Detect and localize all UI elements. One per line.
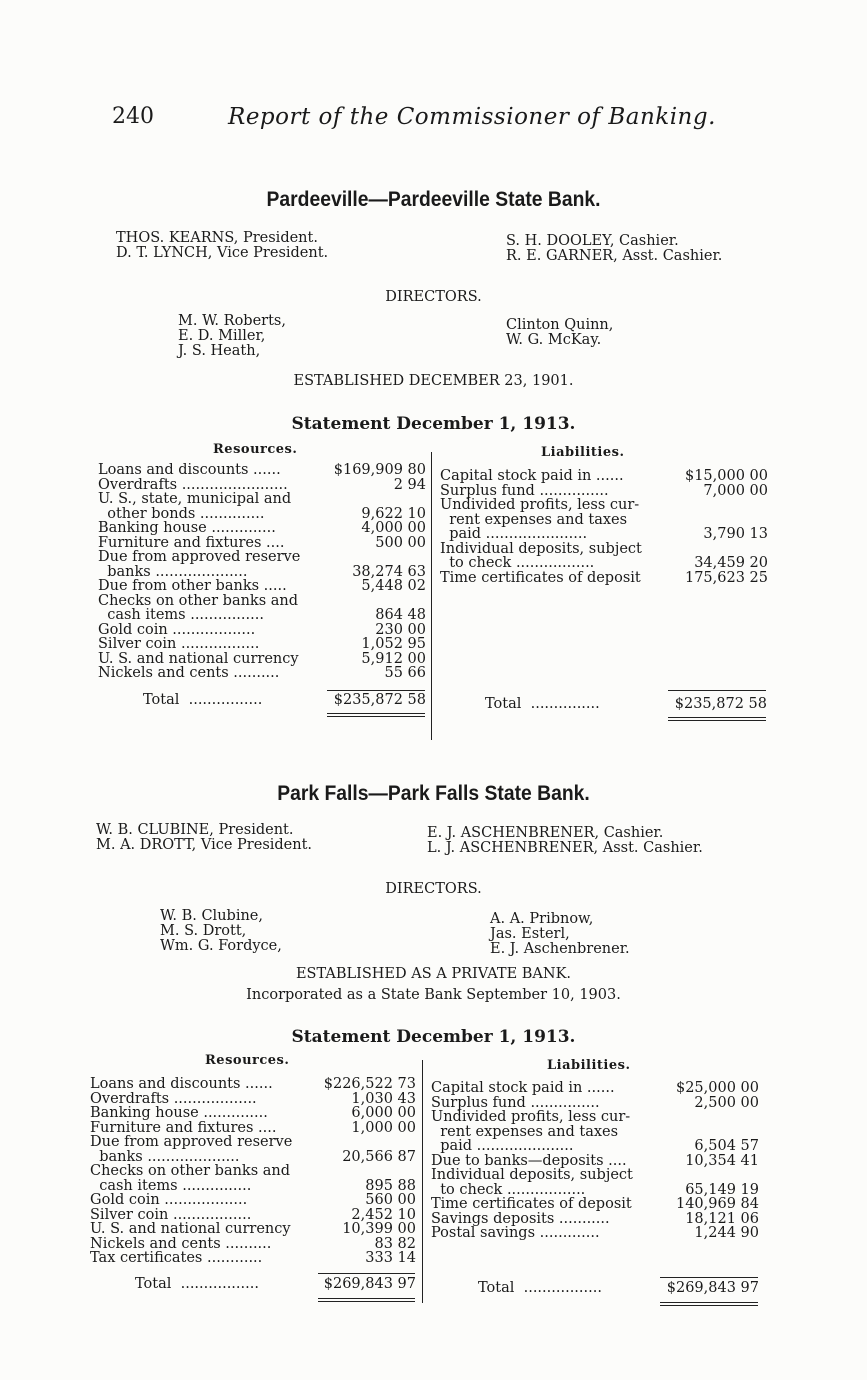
ledger-label: Overdrafts .......................	[98, 476, 288, 493]
ledger-row	[440, 498, 768, 513]
ledger-label: Individual deposits, subject	[440, 540, 642, 557]
director: M. W. Roberts,	[178, 313, 286, 329]
ledger-amount: $226,522 73	[323, 1076, 416, 1092]
ledger-amount: 34,459 20	[694, 555, 768, 571]
ledger-amount: 5,448 02	[361, 578, 426, 594]
ledger-row	[90, 1179, 416, 1194]
director: Clinton Quinn,	[506, 317, 614, 333]
ledger-label: Overdrafts ..................	[90, 1090, 257, 1107]
ledger-row	[98, 594, 426, 609]
ledger-label: Gold coin ..................	[90, 1192, 248, 1208]
officer: E. J. ASCHENBRENER, Cashier.	[427, 825, 664, 841]
ledger-label: Checks on other banks and	[98, 592, 299, 609]
statement-heading: Statement December 1, 1913.	[291, 1027, 576, 1047]
ledger-row	[440, 556, 768, 571]
ledger-row	[431, 1154, 759, 1169]
established-line: ESTABLISHED DECEMBER 23, 1901.	[293, 373, 574, 389]
ledger-amount: 2,452 10	[351, 1206, 416, 1223]
ledger-row	[98, 463, 426, 478]
ledger-row	[98, 623, 426, 638]
resources-total-row	[135, 1277, 416, 1292]
officer: D. T. LYNCH, Vice President.	[116, 245, 329, 261]
ledger-amount: $25,000 00	[675, 1080, 759, 1096]
incorporated-line: Incorporated as a State Bank September 10, 1903.	[246, 987, 621, 1003]
total-label: Total .................	[135, 1276, 259, 1292]
officers-right	[427, 826, 703, 856]
resources-heading: Resources.	[205, 1053, 290, 1068]
resources-total-row	[143, 693, 426, 708]
ledger-row	[98, 521, 426, 536]
double-rule	[668, 717, 766, 721]
ledger-row	[431, 1212, 759, 1227]
ledger-row	[90, 1077, 416, 1092]
officer: R. E. GARNER, Asst. Cashier.	[506, 248, 723, 264]
ledger-amount: 2,500 00	[694, 1094, 759, 1111]
officer: S. H. DOOLEY, Cashier.	[506, 233, 679, 249]
ledger-label: rent expenses and taxes	[431, 1123, 619, 1140]
ledger-label: Savings deposits ...........	[431, 1210, 610, 1227]
ledger-label: Gold coin ..................	[98, 621, 256, 638]
ledger-row	[90, 1208, 416, 1223]
ledger-label: Silver coin .................	[90, 1206, 252, 1223]
directors-right	[490, 912, 630, 957]
ledger-amount: 6,000 00	[351, 1105, 416, 1121]
ledger-row	[98, 492, 426, 507]
ledger-label: Loans and discounts ......	[98, 462, 281, 478]
total-rule	[327, 690, 425, 691]
ledger-amount: 2 94	[393, 476, 426, 493]
officers-left	[96, 823, 312, 853]
ledger-label: Undivided profits, less cur-	[440, 497, 640, 513]
ledger-label: Banking house ..............	[98, 520, 276, 536]
established-line: ESTABLISHED AS A PRIVATE BANK.	[295, 966, 572, 982]
double-rule	[327, 713, 425, 717]
ledger-row	[440, 542, 768, 557]
ledger-label: Undivided profits, less cur-	[431, 1109, 631, 1125]
statement-heading: Statement December 1, 1913.	[291, 414, 576, 434]
ledger-amount: 1,052 95	[361, 636, 426, 652]
director: Wm. G. Fordyce,	[160, 938, 282, 954]
ledger-amount: 10,354 41	[685, 1152, 759, 1169]
ledger-label: Tax certificates ............	[90, 1250, 263, 1266]
ledger-row	[90, 1135, 416, 1150]
ledger-label: Banking house ..............	[90, 1105, 268, 1121]
ledger-label: Capital stock paid in ......	[440, 468, 624, 484]
ledger-amount: 140,969 84	[675, 1196, 759, 1212]
ledger-label: Due to banks—deposits ....	[431, 1152, 627, 1169]
ledger-label: Due from other banks .....	[98, 578, 287, 594]
total-amount: $269,843 97	[323, 1276, 416, 1292]
ledger-amount: 230 00	[375, 621, 426, 638]
ledger-row	[98, 478, 426, 493]
ledger-label: Surplus fund ...............	[431, 1094, 600, 1111]
ledger-row	[90, 1251, 416, 1266]
liabilities-list	[431, 1081, 759, 1241]
total-rule	[318, 1273, 415, 1274]
bank-title: Park Falls—Park Falls State Bank.	[277, 782, 590, 805]
ledger-amount: 4,000 00	[361, 520, 426, 536]
ledger-row	[431, 1226, 759, 1241]
ledger-row	[98, 637, 426, 652]
ledger-amount: 864 48	[375, 607, 426, 623]
ledger-row	[90, 1106, 416, 1121]
total-amount: $235,872 58	[674, 696, 767, 712]
resources-heading: Resources.	[213, 442, 298, 457]
column-divider	[422, 1060, 423, 1303]
director: A. A. Pribnow,	[490, 911, 594, 927]
ledger-label: Time certificates of deposit	[431, 1196, 632, 1212]
ledger-row	[431, 1139, 759, 1154]
ledger-amount: 1,000 00	[351, 1119, 416, 1136]
ledger-row	[90, 1222, 416, 1237]
ledger-amount: $169,909 80	[333, 462, 426, 478]
director: Jas. Esterl,	[490, 926, 570, 942]
ledger-row	[98, 536, 426, 551]
ledger-amount: 9,622 10	[361, 505, 426, 522]
ledger-label: Due from approved reserve	[98, 549, 301, 565]
ledger-amount: 18,121 06	[685, 1210, 759, 1227]
ledger-row	[98, 565, 426, 580]
ledger-label: U. S. and national currency	[90, 1221, 291, 1237]
ledger-amount: 7,000 00	[703, 482, 768, 499]
resources-list	[98, 463, 426, 681]
ledger-row	[98, 652, 426, 667]
total-label: Total ................	[143, 692, 263, 708]
ledger-amount: 1,244 90	[694, 1225, 759, 1241]
ledger-label: Silver coin .................	[98, 636, 260, 652]
ledger-label: other bonds ..............	[98, 505, 265, 522]
ledger-label: U. S., state, municipal and	[98, 491, 292, 507]
ledger-row	[98, 608, 426, 623]
ledger-amount: 500 00	[375, 534, 426, 551]
officer: L. J. ASCHENBRENER, Asst. Cashier.	[427, 840, 703, 856]
ledger-amount: 65,149 19	[685, 1181, 759, 1198]
ledger-label: Checks on other banks and	[90, 1163, 291, 1179]
director: W. B. Clubine,	[160, 908, 263, 924]
running-title: Report of the Commissioner of Banking.	[228, 104, 716, 130]
ledger-label: banks ....................	[98, 563, 248, 580]
ledger-amount: 5,912 00	[361, 650, 426, 667]
ledger-row	[431, 1096, 759, 1111]
ledger-label: Individual deposits, subject	[431, 1167, 633, 1183]
directors-left	[160, 909, 282, 954]
total-amount: $269,843 97	[666, 1280, 759, 1296]
ledger-row	[440, 527, 768, 542]
ledger-row	[90, 1150, 416, 1165]
ledger-row	[431, 1110, 759, 1125]
ledger-label: Nickels and cents ..........	[98, 665, 280, 681]
total-amount: $235,872 58	[333, 692, 426, 708]
ledger-row	[440, 513, 768, 528]
ledger-amount: 10,399 00	[342, 1221, 416, 1237]
directors-heading: DIRECTORS.	[385, 881, 482, 897]
ledger-row	[440, 484, 768, 499]
ledger-row	[440, 571, 768, 586]
officer: W. B. CLUBINE, President.	[96, 822, 294, 838]
ledger-label: cash items ................	[98, 607, 264, 623]
director: W. G. McKay.	[506, 332, 602, 348]
officer: THOS. KEARNS, President.	[116, 230, 318, 246]
ledger-row	[431, 1125, 759, 1140]
ledger-label: Furniture and fixtures ....	[98, 534, 285, 551]
ledger-row	[431, 1183, 759, 1198]
ledger-amount: 333 14	[365, 1250, 416, 1266]
ledger-row	[90, 1237, 416, 1252]
director: E. D. Miller,	[178, 328, 266, 344]
ledger-label: Furniture and fixtures ....	[90, 1119, 277, 1136]
ledger-label: Time certificates of deposit	[440, 569, 641, 586]
ledger-amount: 895 88	[365, 1177, 416, 1194]
ledger-label: cash items ...............	[90, 1177, 252, 1194]
ledger-label: banks ....................	[90, 1148, 240, 1165]
page-number: 240	[112, 104, 154, 129]
ledger-label: U. S. and national currency	[98, 650, 299, 667]
ledger-row	[98, 666, 426, 681]
liabilities-heading: Liabilities.	[541, 445, 625, 460]
ledger-amount: 83 82	[374, 1235, 416, 1252]
ledger-row	[90, 1092, 416, 1107]
ledger-label: Loans and discounts ......	[90, 1076, 273, 1092]
directors-left	[178, 314, 286, 359]
total-rule	[660, 1277, 758, 1278]
director: M. S. Drott,	[160, 923, 247, 939]
double-rule	[318, 1298, 415, 1302]
ledger-label: paid .....................	[431, 1138, 574, 1154]
officers-left	[116, 231, 328, 261]
director: J. S. Heath,	[178, 343, 261, 359]
ledger-label: Capital stock paid in ......	[431, 1080, 615, 1096]
liabilities-total-row	[485, 697, 767, 712]
ledger-amount: 3,790 13	[703, 526, 768, 542]
ledger-row	[440, 469, 768, 484]
ledger-row	[98, 507, 426, 522]
ledger-row	[90, 1121, 416, 1136]
ledger-label: Nickels and cents ..........	[90, 1235, 272, 1252]
ledger-label: to check .................	[440, 555, 595, 571]
ledger-amount: 1,030 43	[351, 1090, 416, 1107]
ledger-amount: 6,504 57	[694, 1138, 759, 1154]
director: E. J. Aschenbrener.	[490, 941, 630, 957]
liabilities-list	[440, 469, 768, 585]
ledger-amount: 20,566 87	[342, 1148, 416, 1165]
ledger-row	[431, 1197, 759, 1212]
ledger-row	[98, 550, 426, 565]
ledger-row	[90, 1193, 416, 1208]
ledger-label: to check .................	[431, 1181, 586, 1198]
total-label: Total ...............	[485, 696, 600, 712]
bank-title: Pardeeville—Pardeeville State Bank.	[266, 188, 601, 211]
ledger-amount: $15,000 00	[684, 468, 768, 484]
ledger-amount: 560 00	[365, 1192, 416, 1208]
double-rule	[660, 1302, 758, 1306]
resources-list	[90, 1077, 416, 1266]
ledger-row	[431, 1168, 759, 1183]
ledger-row	[431, 1081, 759, 1096]
total-label: Total .................	[478, 1280, 602, 1296]
ledger-label: paid ......................	[440, 526, 588, 542]
ledger-amount: 55 66	[384, 665, 426, 681]
directors-right	[506, 318, 613, 348]
ledger-label: Postal savings .............	[431, 1225, 600, 1241]
ledger-row	[90, 1164, 416, 1179]
column-divider	[431, 452, 432, 740]
officers-right	[506, 234, 722, 264]
ledger-amount: 38,274 63	[352, 563, 426, 580]
liabilities-heading: Liabilities.	[547, 1058, 631, 1073]
ledger-label: Surplus fund ...............	[440, 482, 609, 499]
officer: M. A. DROTT, Vice President.	[96, 837, 313, 853]
ledger-label: rent expenses and taxes	[440, 511, 628, 528]
directors-heading: DIRECTORS.	[385, 289, 482, 305]
ledger-amount: 175,623 25	[684, 569, 768, 586]
total-rule	[668, 690, 766, 691]
liabilities-total-row	[478, 1281, 759, 1296]
ledger-row	[98, 579, 426, 594]
ledger-label: Due from approved reserve	[90, 1134, 293, 1150]
